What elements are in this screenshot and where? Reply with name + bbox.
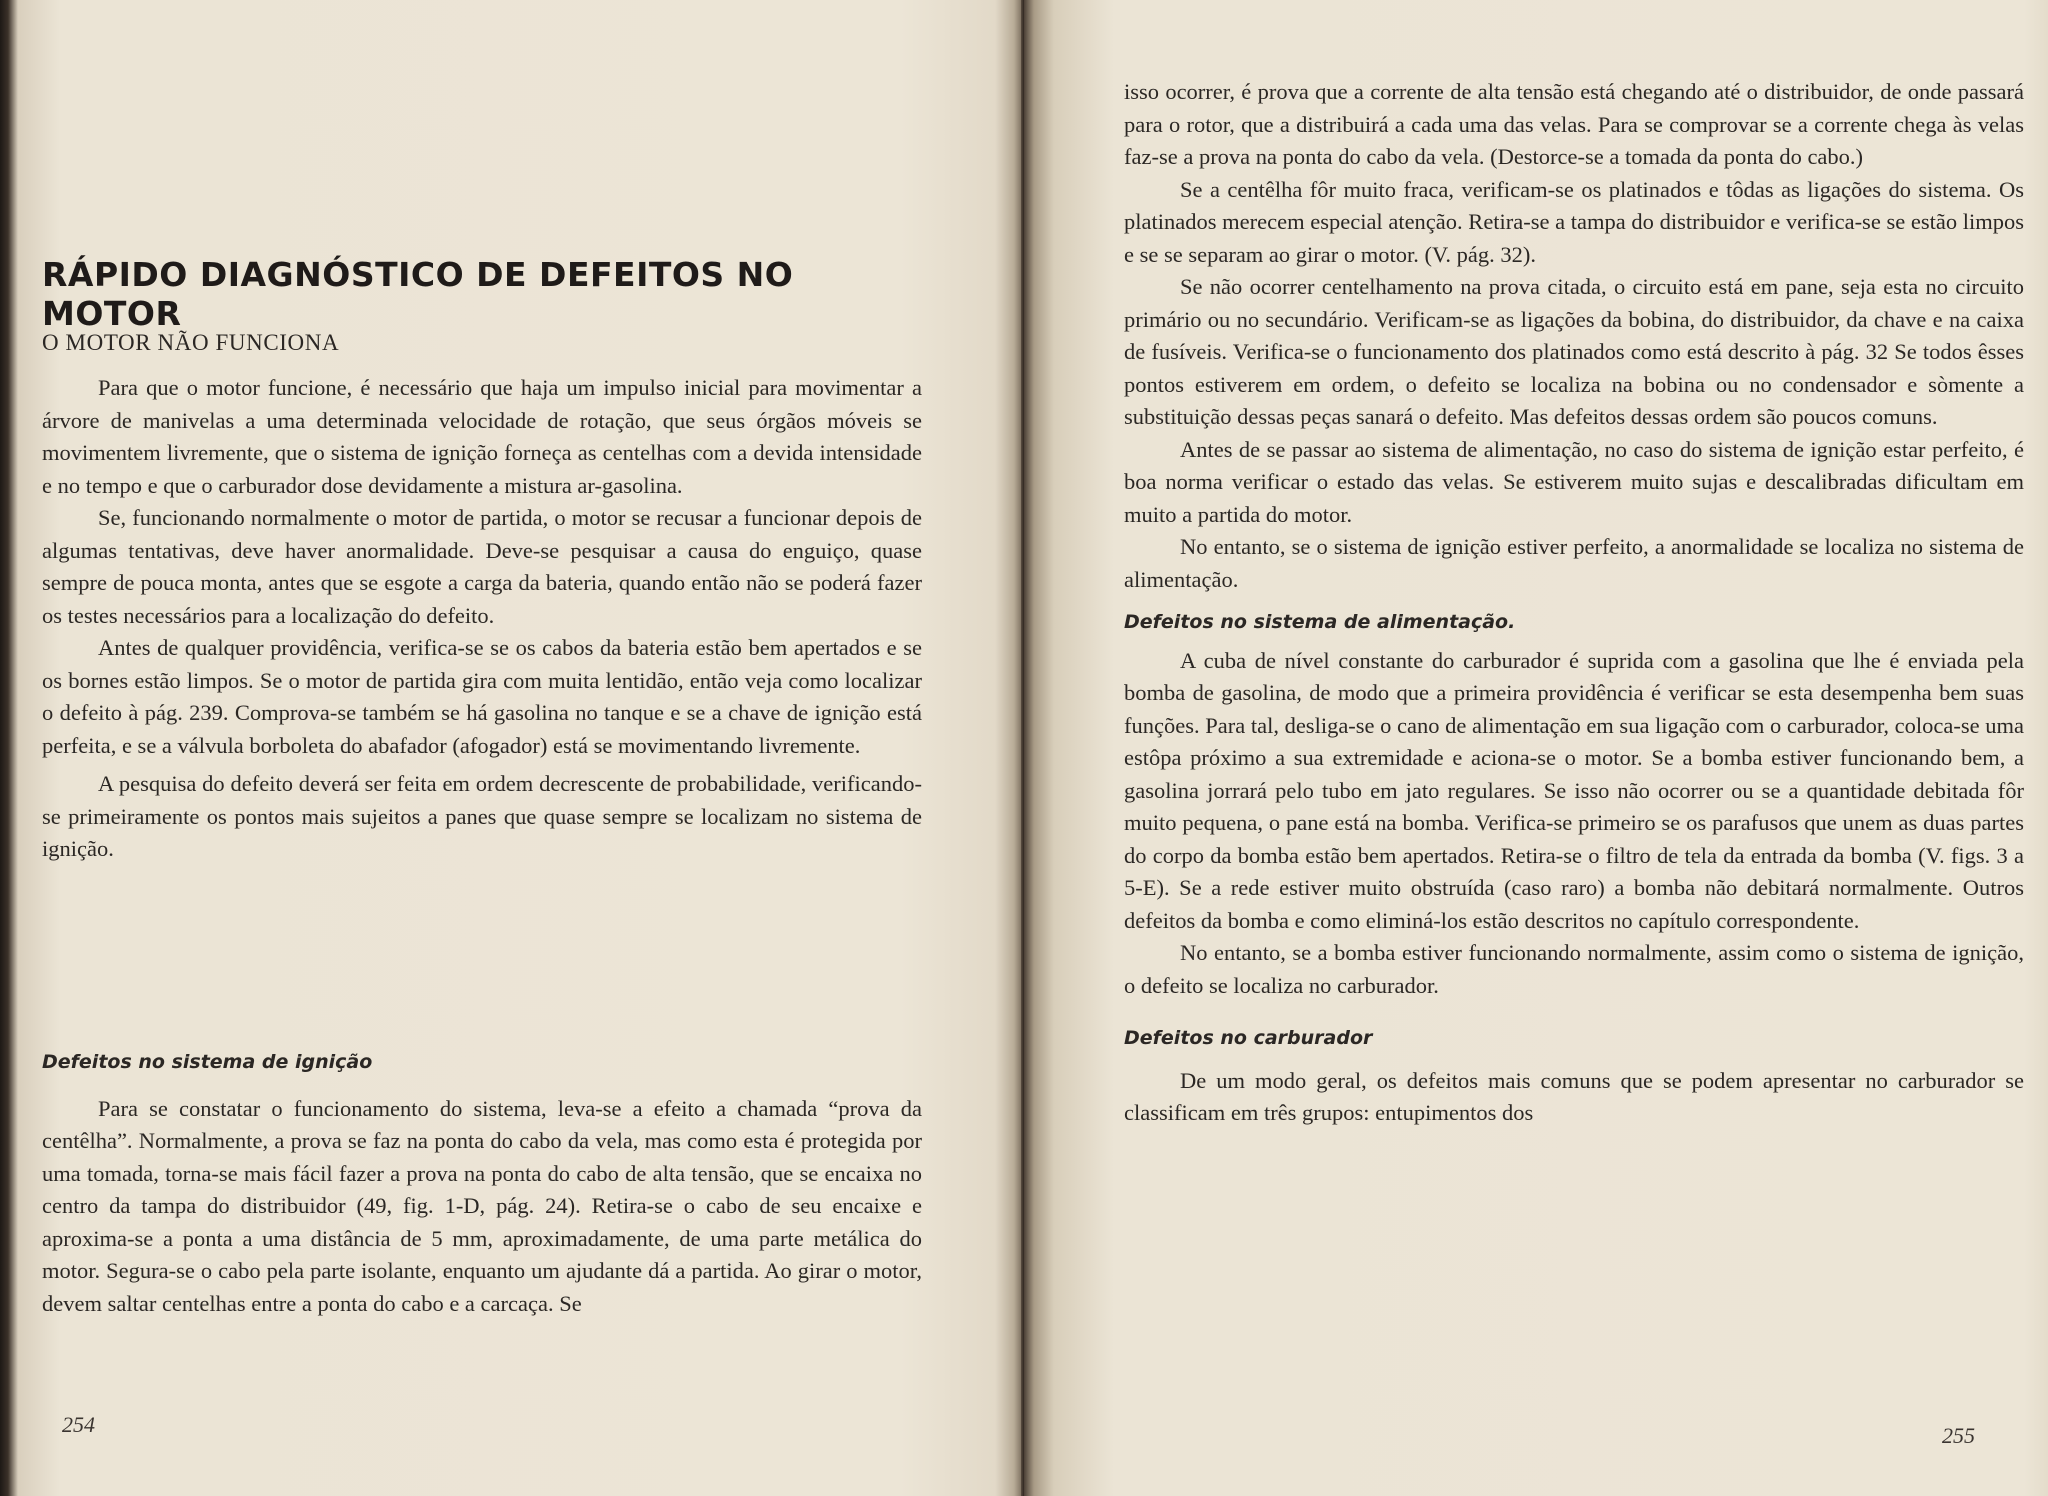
section-title: O MOTOR NÃO FUNCIONA xyxy=(42,330,340,355)
left-body-text xyxy=(42,372,922,866)
subheading-fuel-system: Defeitos no sistema de alimentação. xyxy=(1124,611,1516,633)
chapter-title: RÁPIDO DIAGNÓSTICO DE DEFEITOS NO MOTOR xyxy=(42,255,794,333)
paragraph: Se não ocorrer centelhamento na prova citada, o circuito está em pane, seja esta no circuito primário ou no secundário. Verificam-se as ligações da bobina, do distribuidor, da chave e na caixa de fusíveis. Verifica-se o funcionamento dos platinados como está descrito à pág. 32 Se todos êsses pontos estiverem em ordem, o defeito se localiza na bobina ou no condensador e sòmente a substituição dessas peças sanará o defeito. Mas defeitos dessas ordem são poucos comuns. xyxy=(1124,274,2024,429)
paragraph: Para que o motor funcione, é necessário que haja um impulso inicial para movimentar a árvore de manivelas a uma determinada velocidade de rotação, que seus órgãos móveis se movimentem livremente, que o sistema de ignição forneça as centelhas com a devida intensidade e no tempo e que o carburador dose devidamente a mistura ar-gasolina. xyxy=(42,375,922,498)
paragraph: Se, funcionando normalmente o motor de partida, o motor se recusar a funcionar depois de algumas tentativas, deve haver anormalidade. Deve-se pesquisar a causa do enguiço, quase sempre de pouca monta, antes que se esgote a carga da bateria, quando então não se poderá fazer os testes necessários para a localização do defeito. xyxy=(42,505,922,628)
subheading-ignition: Defeitos no sistema de ignição xyxy=(42,1051,373,1073)
paragraph: A cuba de nível constante do carburador é suprida com a gasolina que lhe é enviada pela bomba de gasolina, de modo que a primeira providência é verificar se esta desempenha bem suas funções. Para tal, desliga-se o cano de alimentação em sua ligação com o carburador, coloca-se uma estôpa próximo a sua extremidade e aciona-se o motor. Se a bomba estiver funcionando bem, a gasolina jorrará pelo tubo em jato regulares. Se isso não ocorrer ou se a quantidade debitada fôr muito pequena, o pane está na bomba. Verifica-se primeiro se os parafusos que unem as duas partes do corpo da bomba estão bem apertados. Retira-se o filtro de tela da entrada da bomba (V. figs. 3 a 5-E). Se a rede estiver muito obstruída (caso raro) a bomba não debitará normalmente. Outros defeitos da bomba e como eliminá-los estão descritos no capítulo correspondente. xyxy=(1124,647,2024,933)
paragraph: No entanto, se a bomba estiver funcionando normalmente, assim como o sistema de ignição, o defeito se localiza no carburador. xyxy=(1124,940,2024,998)
paragraph: isso ocorrer, é prova que a corrente de alta tensão está chegando até o distribuidor, de onde passará para o rotor, que a distribuirá a cada uma das velas. Para se comprovar se a corrente chega às velas faz-se a prova na ponta do cabo da vela. (Destorce-se a tomada da ponta do cabo.) xyxy=(1124,79,2024,169)
paragraph: Antes de se passar ao sistema de alimentação, no caso do sistema de ignição estar perfeito, é boa norma verificar o estado das velas. Se estiverem muito sujas e descalibradas dificultam em muito a partida do motor. xyxy=(1124,436,2024,527)
left-ignition-section xyxy=(42,1046,922,1320)
paragraph: No entanto, se o sistema de ignição estiver perfeito, a anormalidade se localiza no sistema de alimentação. xyxy=(1124,534,2024,592)
right-page xyxy=(1024,0,2048,1496)
paragraph: Antes de qualquer providência, verifica-se se os cabos da bateria estão bem apertados e se os bornes estão limpos. Se o motor de partida gira com muita lentidão, então veja como localizar o defeito à pág. 239. Comprova-se também se há gasolina no tanque e se a chave de ignição está perfeita, e se a válvula borboleta do abafador (afogador) está se movimentando livremente. xyxy=(42,635,922,758)
paragraph: A pesquisa do defeito deverá ser feita em ordem decrescente de probabilidade, verificando-se primeiramente os pontos mais sujeitos a panes que quase sempre se localizam no sistema de ignição. xyxy=(42,771,922,861)
paragraph: Se a centêlha fôr muito fraca, verificam-se os platinados e tôdas as ligações do sistema. Os platinados merecem especial atenção. Retira-se a tampa do distribuidor e verifica-se se estão limpos e se se separam ao girar o motor. (V. pág. 32). xyxy=(1124,176,2024,267)
page-number-right: 255 xyxy=(1942,1423,1975,1448)
paragraph: Para se constatar o funcionamento do sistema, leva-se a efeito a chamada “prova da centêlha”. Normalmente, a prova se faz na ponta do cabo da vela, mas como esta é protegida por uma tomada, torna-se mais fácil fazer a prova na ponta do cabo de alta tensão, que se encaixa no centro da tampa do distribuidor (49, fig. 1-D, pág. 24). Retira-se o cabo de seu encaixe e aproxima-se a ponta a uma distância de 5 mm, aproximadamente, de uma parte metálica do motor. Segura-se o cabo pela parte isolante, enquanto um ajudante dá a partida. Ao girar o motor, devem saltar centelhas entre a ponta do cabo e a carcaça. Se xyxy=(42,1095,922,1316)
page-number-left: 254 xyxy=(62,1412,95,1437)
right-body-text xyxy=(1124,76,2024,1130)
subheading-carburetor: Defeitos no carburador xyxy=(1124,1027,1373,1049)
paragraph: De um modo geral, os defeitos mais comuns que se podem apresentar no carburador se classificam em três grupos: entupimentos dos xyxy=(1124,1067,2024,1125)
